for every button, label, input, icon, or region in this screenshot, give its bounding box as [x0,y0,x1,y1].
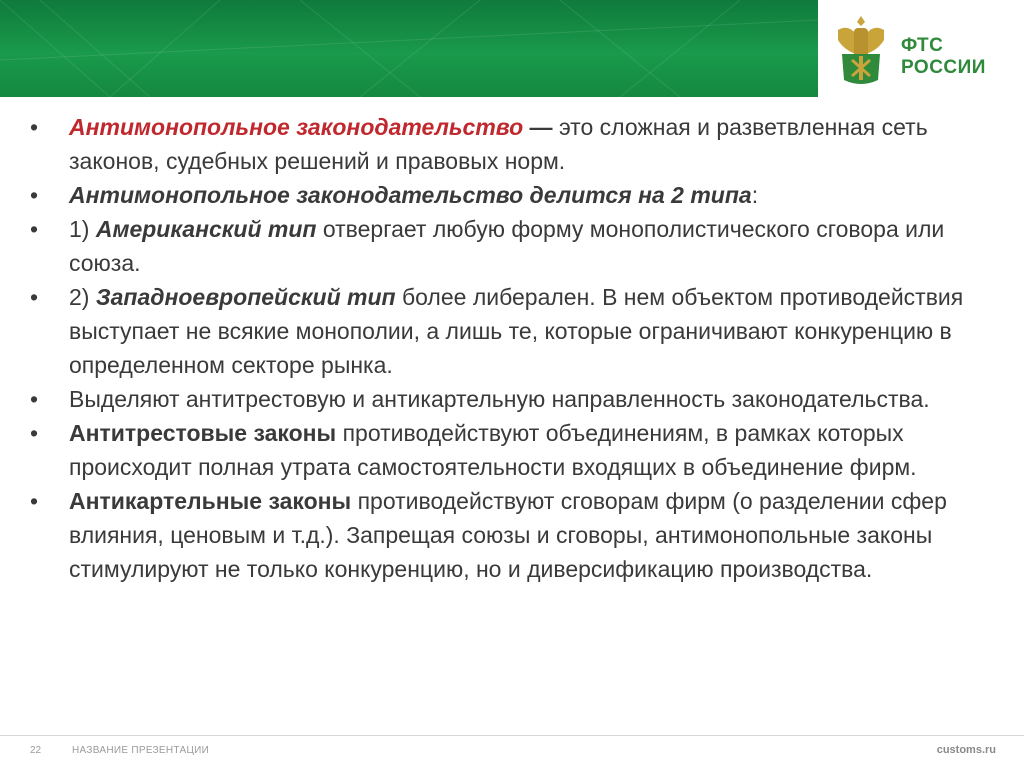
logo-line-2: РОССИИ [901,57,986,78]
list-item [28,382,1003,416]
bullet-list [28,110,1003,586]
list-item [28,280,1003,382]
item-text: это сложная и разветвленная сеть законов, судебных решений и правовых норм. [69,114,928,174]
presentation-name: НАЗВАНИЕ ПРЕЗЕНТАЦИИ [72,745,210,756]
item-text: более либерален. В нем объектом противодействия выступает не всякие монополии, а лишь те, которые ограничивают конкуренцию в определенном секторе рынка. [69,284,964,378]
list-item [28,178,1003,212]
item-text: — [523,114,559,140]
site-link[interactable]: customs.ru [936,744,996,756]
list-item [28,484,1003,586]
item-text: Антимонопольное законодательство [69,114,524,140]
item-text: противодействуют объединениям, в рамках которых происходит полная утрата самостоятельности входящих в объединение фирм. [69,420,917,480]
logo-line-1: ФТС [901,35,944,56]
bullet-icon: • [30,386,39,412]
item-text: отвергает любую форму монополистического сговора или союза. [69,216,945,276]
item-text: 2) [69,284,96,310]
logo [818,0,1024,97]
header-pattern [0,0,818,97]
bullet-icon: • [30,488,39,514]
item-text: Антимонопольное законодательство делится на 2 типа [69,182,752,208]
item-text: Выделяют антитрестовую и антикартельную направленность законодательства. [69,386,930,412]
header-banner [0,0,818,97]
list-item [28,212,1003,280]
bullet-icon: • [30,182,39,208]
bullet-icon: • [30,284,39,310]
bullet-icon: • [30,420,39,446]
item-text: противодействуют сговорам фирм (о разделении сфер влияния, ценовым и т.д.). Запрещая союзы и сговоры, антимонопольные законы стимулируют не только конкуренцию, но и диверсификацию производства. [69,488,947,582]
item-text: Антитрестовые законы [69,420,337,446]
item-text: Антикартельные законы [69,488,352,514]
footer-divider [0,735,1024,736]
item-text: Американский тип [95,216,317,242]
bullet-icon: • [30,216,39,242]
item-text: : [751,182,759,208]
item-text: 1) [69,216,96,242]
bullet-icon: • [30,114,39,140]
slide-number: 22 [30,745,42,756]
list-item [28,110,1003,178]
item-text: Западноевропейский тип [95,284,396,310]
emblem-icon [832,10,890,88]
list-item [28,416,1003,484]
